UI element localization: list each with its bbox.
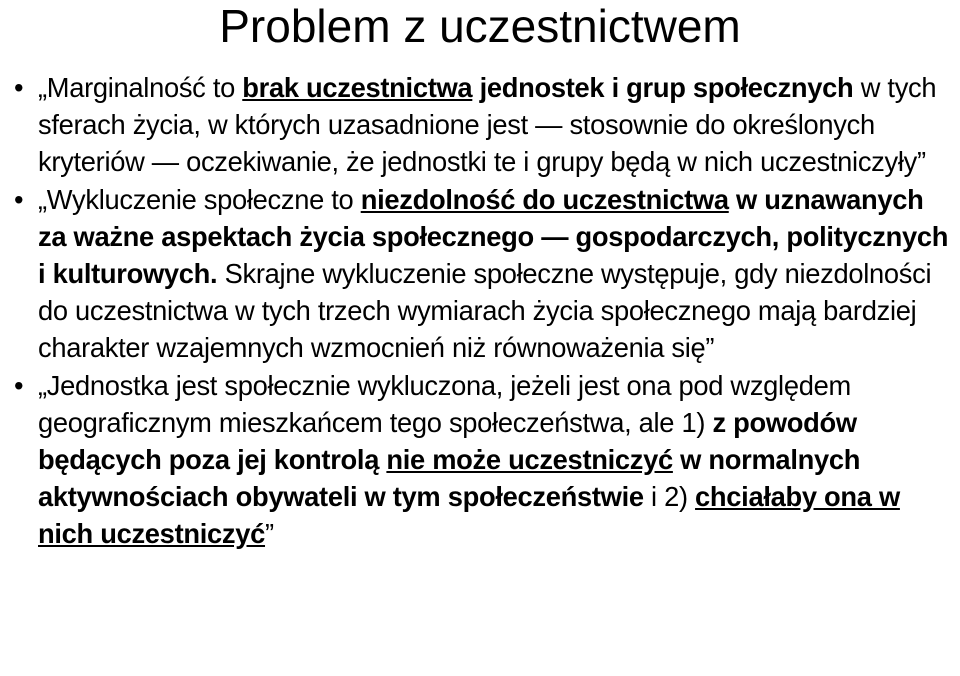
text-segment: chciałaby ona w nich uczestniczyć xyxy=(38,480,900,549)
text-segment: „Wykluczenie społeczne to xyxy=(38,184,361,216)
bullet-dot-icon: • xyxy=(14,370,24,402)
text-segment: nie może uczestniczyć xyxy=(386,443,673,475)
bullet-text xyxy=(38,370,900,548)
slide-title: Problem z uczestnictwem xyxy=(219,0,741,52)
bullet-text xyxy=(38,72,936,177)
bullet-item xyxy=(14,368,954,552)
text-segment: ” xyxy=(265,517,274,549)
text-segment: brak uczestnictwa xyxy=(242,72,473,103)
text-segment: niezdolność do uczestnictwa xyxy=(360,184,729,216)
bullet-dot-icon: • xyxy=(14,72,24,103)
bullet-item xyxy=(14,182,954,366)
bullet-text xyxy=(38,184,948,362)
text-segment: i 2) xyxy=(643,480,696,512)
text-segment: jednostek i grup społecznych xyxy=(472,72,854,103)
text-segment: w uznawanych za ważne aspektach życia społecznego — gospodarczych, politycznych i kulturowych. xyxy=(38,184,949,289)
text-segment: w tych sferach życia, w których uzasadnione jest — stosownie do określonych kryteriów — oczekiwanie, że jednostki te i grupy będą w nich uczestniczyły” xyxy=(38,72,937,177)
text-segment: „Jednostka jest społecznie wykluczona, jeżeli jest ona pod względem geograficznym mieszkańcem tego społeczeństwa, ale 1) xyxy=(38,370,851,439)
text-segment: w normalnych aktywnościach obywateli w tym społeczeństwie xyxy=(38,443,861,512)
text-segment: „Marginalność to xyxy=(38,72,243,103)
bullet-item xyxy=(14,70,954,180)
text-segment: z powodów będących poza jej kontrolą xyxy=(38,407,857,475)
bullet-list xyxy=(14,70,954,552)
text-segment: Skrajne wykluczenie społeczne występuje, gdy niezdolności do uczestnictwa w tych trzech wymiarach życia społecznego mają bardziej charakter wzajemnych wzmocnień niż równoważenia się” xyxy=(38,257,932,363)
bullet-dot-icon: • xyxy=(14,184,24,216)
